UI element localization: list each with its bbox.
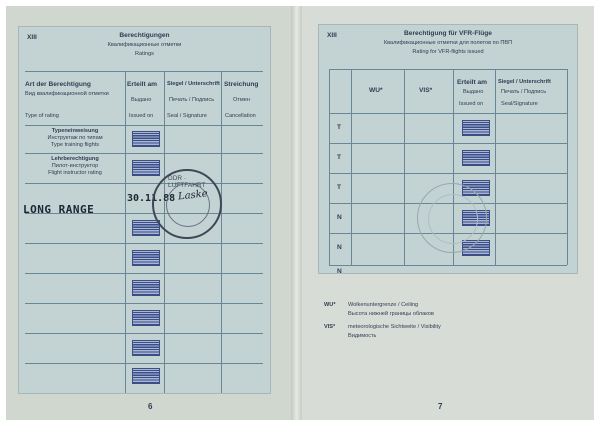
- divider: [25, 303, 263, 304]
- page-number: 7: [438, 402, 443, 411]
- col-divider: [567, 69, 568, 265]
- col-divider: [221, 71, 222, 393]
- row-label-de: Lehrberechtigung: [51, 156, 99, 162]
- note-vis-line1: meteorologische Sichtweite / Visibility: [348, 324, 441, 330]
- col-header-type-en: Type of rating: [25, 113, 59, 119]
- security-pattern: [132, 220, 160, 236]
- row-label-en: Type training flights: [50, 142, 100, 148]
- section-id: XIII: [327, 32, 337, 39]
- note-wu-line2: Высота нижней границы облаков: [348, 311, 434, 317]
- title-de: Berechtigungen: [119, 32, 170, 39]
- col-header-type-ru: Вид квалификационной отметки: [25, 91, 109, 97]
- col-header-issued-ru: Выдано: [131, 97, 152, 103]
- security-pattern: [132, 340, 160, 356]
- page-number: 6: [148, 402, 153, 411]
- official-stamp: [152, 169, 222, 239]
- row-label-t: T: [337, 154, 342, 161]
- security-pattern: [132, 250, 160, 266]
- issued-date: 30.11.88: [127, 193, 176, 204]
- col-header-issued-en: Issued on: [459, 101, 484, 107]
- row-label-n: N: [337, 214, 342, 221]
- row-label-ru: Пилот-инструктор: [51, 163, 99, 169]
- divider: [25, 333, 263, 334]
- security-pattern: [132, 310, 160, 326]
- signature: Laske: [177, 188, 209, 203]
- divider: [25, 273, 263, 274]
- divider: [25, 71, 263, 72]
- col-divider: [125, 71, 126, 393]
- divider: [329, 173, 567, 174]
- note-wu-line1: Wolkenuntergrenze / Ceiling: [348, 302, 419, 308]
- col-header-issued: Erteilt am: [457, 79, 488, 86]
- title-de: Berechtigung für VFR-Flüge: [404, 30, 492, 37]
- col-divider: [351, 69, 352, 265]
- col-header-issued-ru: Выдано: [463, 89, 484, 95]
- divider: [329, 143, 567, 144]
- divider: [25, 363, 263, 364]
- divider: [329, 113, 567, 114]
- title-ru: Квалификационные отметки для полетов по ПВП: [383, 40, 513, 46]
- col-header-type: Art der Berechtigung: [25, 81, 91, 88]
- security-pattern: [132, 160, 160, 176]
- title-en: Ratings: [135, 51, 154, 57]
- security-pattern: [132, 368, 160, 384]
- state-emblem-watermark: [417, 183, 487, 253]
- long-range-entry: LONG RANGE: [23, 203, 95, 216]
- row-label-n: N: [337, 244, 342, 251]
- note-abbr-wu: WU*: [324, 302, 336, 308]
- col-header-seal-ru: Печать / Подпись: [501, 89, 547, 95]
- col-divider: [404, 69, 405, 265]
- divider: [25, 183, 263, 184]
- section-id: XIII: [27, 34, 37, 41]
- col-header-cancel: Streichung: [224, 81, 259, 88]
- col-header-seal-en: Seal / Signature: [167, 113, 207, 119]
- row-label-en: Flight instructor rating: [48, 170, 102, 176]
- right-page: [302, 6, 594, 420]
- col-header-issued-en: Issued on: [129, 113, 154, 119]
- left-page: [6, 6, 291, 420]
- ratings-table-panel: [18, 26, 271, 394]
- col-divider: [329, 69, 330, 265]
- divider: [329, 69, 567, 70]
- book-gutter: [291, 6, 302, 420]
- divider: [25, 153, 263, 154]
- security-pattern: [462, 150, 490, 166]
- col-header-vis: VIS*: [419, 87, 433, 94]
- title-en: Rating for VFR-flights issued: [412, 49, 484, 55]
- col-header-issued: Erteilt am: [127, 81, 158, 88]
- emblem-inner: [428, 194, 478, 244]
- col-header-cancel-ru: Отмен: [233, 97, 250, 103]
- title-ru: Квалификационные отметки: [107, 42, 182, 48]
- col-header-seal-ru: Печать / Подпись: [169, 97, 215, 103]
- note-vis-line2: Видимость: [348, 333, 377, 339]
- col-header-seal: Siegel / Unterschrift: [167, 81, 220, 87]
- vfr-table-panel: [318, 24, 578, 274]
- row-label-n: N: [337, 268, 342, 275]
- col-divider: [495, 69, 496, 265]
- row-label-de: Typeneinweisung: [51, 128, 99, 134]
- stamp-text: DDR · LUFTFAHRT: [168, 175, 206, 189]
- security-pattern: [132, 131, 160, 147]
- row-label-t: T: [337, 184, 342, 191]
- col-header-wu: WU*: [369, 87, 383, 94]
- col-divider: [164, 71, 165, 393]
- col-header-seal-en: Seal/Signature: [501, 101, 538, 107]
- col-header-seal: Siegel / Unterschrift: [498, 79, 551, 85]
- row-label-ru: Инструктаж по типам: [47, 135, 103, 141]
- security-pattern: [462, 120, 490, 136]
- divider: [329, 265, 567, 266]
- divider: [25, 125, 263, 126]
- row-label-t: T: [337, 124, 342, 131]
- security-pattern: [132, 280, 160, 296]
- col-header-cancel-en: Cancellation: [225, 113, 256, 119]
- note-abbr-vis: VIS*: [324, 324, 336, 330]
- divider: [25, 243, 263, 244]
